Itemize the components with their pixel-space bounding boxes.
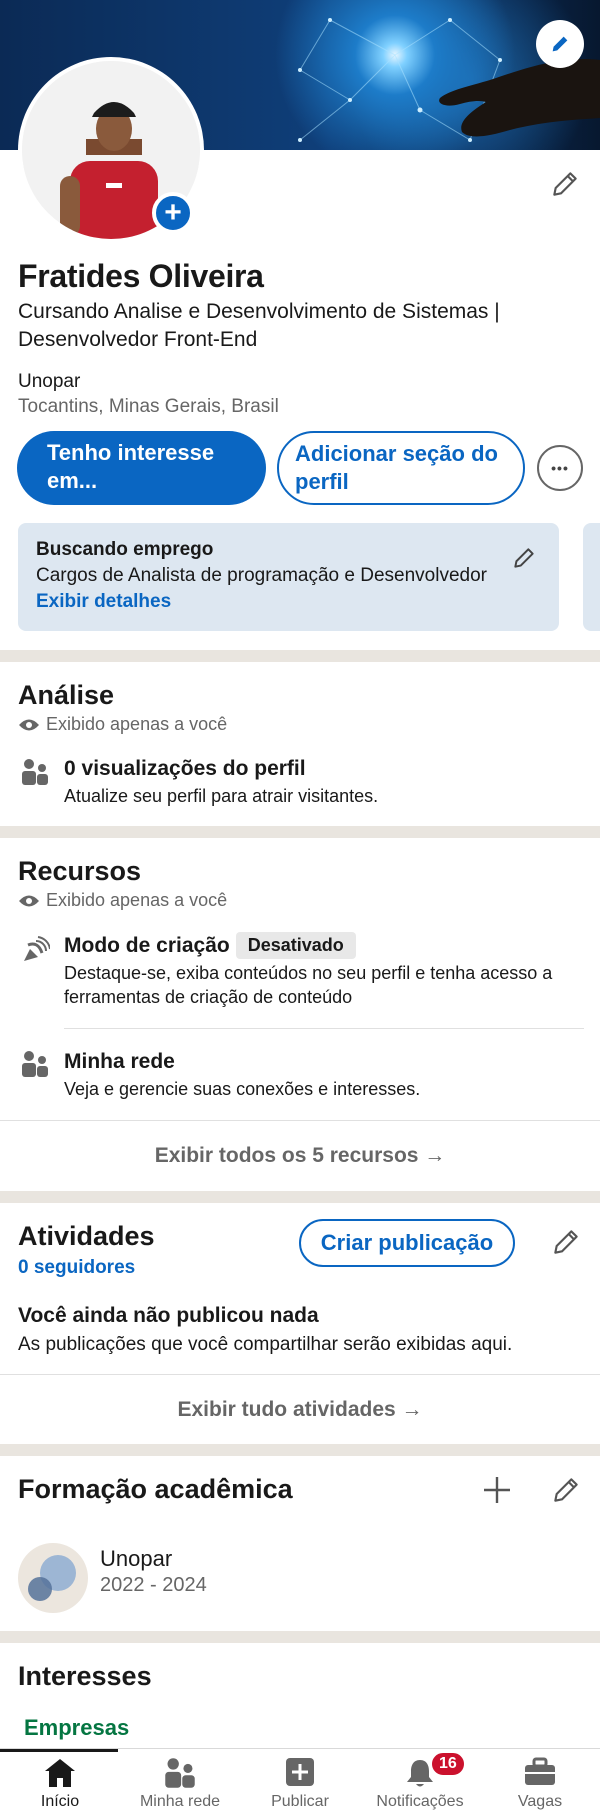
nav-jobs-label: Vagas xyxy=(517,1793,563,1810)
interest-button[interactable]: Tenho interesse em... xyxy=(17,431,266,505)
network-icon xyxy=(163,1757,197,1789)
analytics-title: Análise xyxy=(18,680,115,710)
creator-mode-title: Modo de criação xyxy=(64,933,230,957)
creator-mode-status-badge: Desativado xyxy=(236,932,356,959)
notifications-count-badge: 16 xyxy=(430,1751,466,1777)
profile-views-sub: Atualize seu perfil para atrair visitantes. xyxy=(64,786,379,806)
nav-home-label: Início xyxy=(40,1793,80,1810)
my-network-sub: Veja e gerencie suas conexões e interesses. xyxy=(64,1079,421,1099)
interests-title: Interesses xyxy=(18,1661,152,1691)
nav-jobs[interactable] xyxy=(480,1749,600,1814)
school-logo-icon xyxy=(18,1543,88,1613)
analytics-private-note: Exibido apenas a você xyxy=(18,714,227,735)
add-photo-button[interactable] xyxy=(152,192,194,234)
people-icon xyxy=(20,1050,50,1078)
add-education-button[interactable] xyxy=(481,1474,513,1506)
more-options-button[interactable] xyxy=(537,445,583,491)
ellipsis-icon: ••• xyxy=(551,460,569,476)
eye-icon xyxy=(18,718,40,732)
briefcase-icon xyxy=(523,1757,557,1787)
show-all-activity-link[interactable]: Exibir tudo atividades → xyxy=(177,1398,423,1421)
nav-post-label: Publicar xyxy=(271,1793,329,1810)
next-card-peek[interactable] xyxy=(583,523,600,631)
no-posts-sub: As publicações que você compartilhar serão exibidas aqui. xyxy=(18,1334,513,1355)
people-icon xyxy=(20,758,50,786)
nav-home[interactable] xyxy=(0,1749,120,1814)
create-post-button[interactable]: Criar publicação xyxy=(299,1219,515,1267)
resources-private-note: Exibido apenas a você xyxy=(18,890,227,911)
section-divider xyxy=(0,650,600,662)
edit-education-button[interactable] xyxy=(550,1474,582,1506)
education-title: Formação acadêmica xyxy=(18,1474,293,1504)
open-to-work-description: Cargos de Analista de programação e Desenvolvedor xyxy=(36,565,487,586)
eye-icon xyxy=(18,894,40,908)
no-posts-title: Você ainda não publicou nada xyxy=(18,1304,319,1327)
item-divider xyxy=(0,1374,600,1375)
profile-views-title[interactable]: 0 visualizações do perfil xyxy=(64,757,306,780)
item-divider xyxy=(0,1120,600,1121)
resources-title: Recursos xyxy=(18,856,142,886)
section-divider xyxy=(0,826,600,838)
education-school[interactable]: Unopar xyxy=(100,1546,173,1571)
nav-notifications[interactable] xyxy=(360,1749,480,1814)
edit-intro-button[interactable] xyxy=(549,168,581,200)
item-divider xyxy=(64,1028,584,1029)
add-profile-section-button[interactable]: Adicionar seção do perfil xyxy=(277,431,525,505)
home-icon xyxy=(43,1757,77,1789)
edit-activity-button[interactable] xyxy=(550,1226,582,1258)
profile-name: Fratides Oliveira xyxy=(18,258,264,294)
nav-network[interactable] xyxy=(120,1749,240,1814)
activity-title: Atividades xyxy=(18,1221,155,1251)
pencil-icon[interactable] xyxy=(511,545,537,571)
section-divider xyxy=(0,1444,600,1456)
plus-icon: + xyxy=(164,196,182,229)
show-all-resources-link[interactable]: Exibir todos os 5 recursos → xyxy=(154,1144,446,1167)
nav-notifications-label: Notificações xyxy=(376,1793,464,1810)
pencil-icon xyxy=(549,33,571,55)
show-details-link[interactable]: Exibir detalhes xyxy=(36,591,172,612)
my-network-title[interactable]: Minha rede xyxy=(64,1050,175,1073)
post-icon xyxy=(285,1757,315,1787)
nav-post[interactable] xyxy=(240,1749,360,1814)
nav-network-label: Minha rede xyxy=(139,1793,221,1810)
satellite-dish-icon xyxy=(20,935,50,965)
open-to-work-title: Buscando emprego xyxy=(36,539,214,560)
profile-school: Unopar xyxy=(18,371,81,392)
section-divider xyxy=(0,1191,600,1203)
creator-mode-row[interactable] xyxy=(64,932,356,959)
profile-location: Tocantins, Minas Gerais, Brasil xyxy=(18,396,279,417)
education-years: 2022 - 2024 xyxy=(100,1574,207,1596)
edit-banner-button[interactable] xyxy=(536,20,584,68)
interests-tab-companies[interactable]: Empresas xyxy=(24,1715,130,1740)
profile-headline: Cursando Analise e Desenvolvimento de Sistemas | Desenvolvedor Front-End xyxy=(18,300,500,351)
followers-link[interactable]: 0 seguidores xyxy=(18,1257,136,1278)
creator-mode-sub: Destaque-se, exiba conteúdos no seu perfil e tenha acesso a ferramentas de criação de conteúdo xyxy=(64,963,553,1007)
bottom-nav xyxy=(0,1748,600,1814)
open-to-work-card[interactable] xyxy=(18,523,559,631)
section-divider xyxy=(0,1631,600,1643)
